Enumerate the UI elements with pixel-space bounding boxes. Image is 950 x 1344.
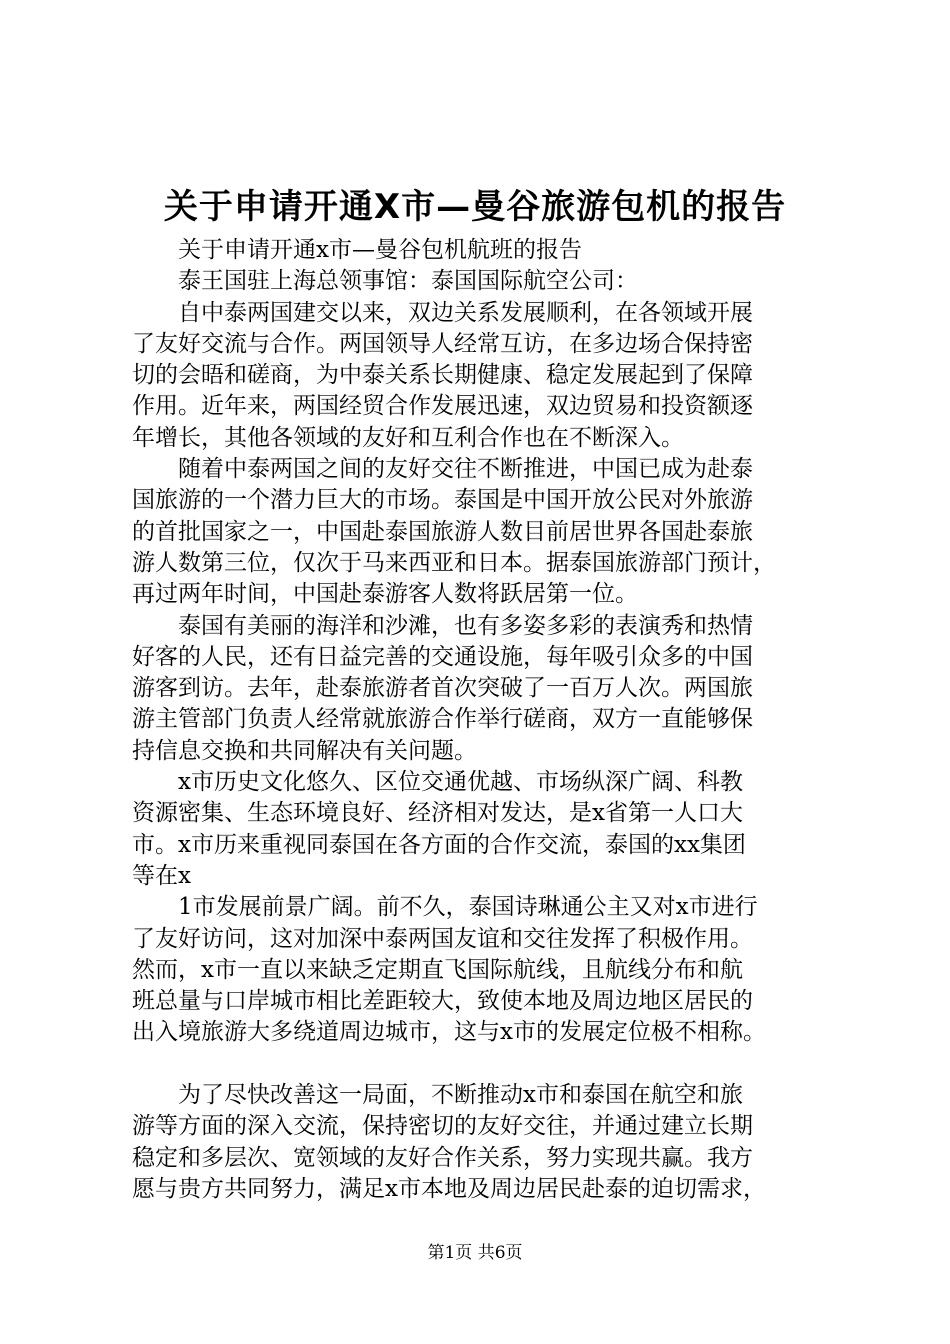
body-line: 稳定和多层次、宽领域的友好合作关系，努力实现共赢。我方 (132, 1144, 753, 1171)
body-line: 持信息交换和共同解决有关问题。 (132, 737, 477, 764)
body-line: 好客的人民，还有日益完善的交通设施，每年吸引众多的中国 (132, 643, 753, 670)
body-line: 随着中泰两国之间的友好交往不断推进，中国已成为赴泰 (178, 456, 753, 483)
body-line (132, 1049, 832, 1080)
document-title: 关于申请开通X市—曼谷旅游包机的报告 (163, 187, 787, 227)
body-line: 了友好交流与合作。两国领导人经常互访，在多边场合保持密 (132, 330, 753, 357)
body-line: 游主管部门负责人经常就旅游合作举行磋商，双方一直能够保 (132, 706, 753, 733)
body-line: 切的会晤和磋商，为中泰关系长期健康、稳定发展起到了保障 (132, 362, 753, 389)
body-line: 等在x (132, 862, 191, 889)
body-line: 了友好访问，这对加深中泰两国友谊和交往发挥了积极作用。 (132, 925, 753, 952)
body-line: 然而，x市一直以来缺乏定期直飞国际航线，且航线分布和航 (132, 956, 743, 983)
body-line: 愿与贵方共同努力，满足x市本地及周边居民赴泰的迫切需求， (132, 1175, 766, 1202)
body-line: 自中泰两国建交以来，双边关系发展顺利，在各领域开展 (178, 299, 753, 326)
body-line: 的首批国家之一，中国赴泰国旅游人数目前居世界各国赴泰旅 (132, 518, 753, 545)
body-line: 出入境旅游大多绕道周边城市，这与x市的发展定位极不相称。 (132, 1019, 766, 1046)
body-line: 年增长，其他各领域的友好和互利合作也在不断深入。 (132, 424, 684, 451)
body-line: 作用。近年来，两国经贸合作发展迅速，双边贸易和投资额逐 (132, 393, 753, 420)
body-line: 班总量与口岸城市相比差距较大，致使本地及周边地区居民的 (132, 988, 753, 1015)
body-line: 1市发展前景广阔。前不久，泰国诗琳通公主又对x市进行 (178, 894, 758, 921)
body-line: 游客到访。去年，赴泰旅游者首次突破了一百万人次。两国旅 (132, 675, 753, 702)
body-line: 国旅游的一个潜力巨大的市场。泰国是中国开放公民对外旅游 (132, 487, 753, 514)
page-number: 第1页 共6页 (427, 1243, 523, 1263)
body-line: 关于申请开通x市—曼谷包机航班的报告 (178, 237, 582, 263)
body-line: 游等方面的深入交流，保持密切的友好交往，并通过建立长期 (132, 1113, 753, 1140)
body-line: 资源密集、生态环境良好、经济相对发达，是x省第一人口大 (132, 800, 743, 827)
body-line: 泰国有美丽的海洋和沙滩，也有多姿多彩的表演秀和热情 (178, 612, 753, 639)
body-line: 泰王国驻上海总领事馆：泰国国际航空公司： (178, 268, 638, 295)
body-line: 再过两年时间，中国赴泰游客人数将跃居第一位。 (132, 581, 638, 608)
document-body (132, 235, 832, 1205)
body-line: x市历史文化悠久、区位交通优越、市场纵深广阔、科教 (178, 769, 743, 796)
body-line: 市。x市历来重视同泰国在各方面的合作交流，泰国的xx集团 (132, 831, 746, 858)
body-line: 游人数第三位，仅次于马来西亚和日本。据泰国旅游部门预计， (132, 549, 776, 576)
body-line: 为了尽快改善这一局面，不断推动x市和泰国在航空和旅 (178, 1082, 743, 1109)
